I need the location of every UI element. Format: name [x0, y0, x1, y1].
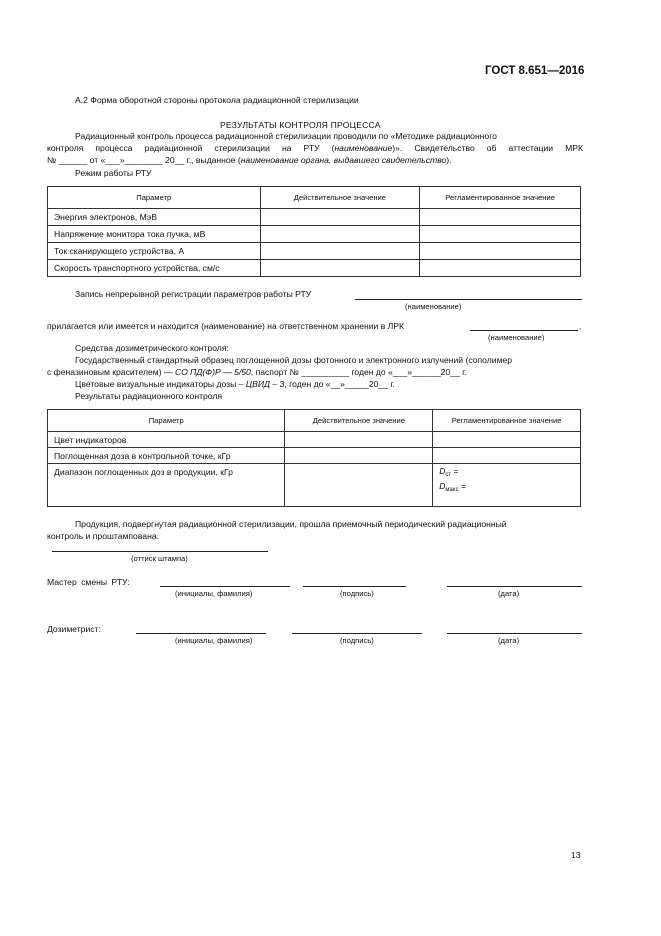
master-signature-caption: (подпись)	[340, 589, 374, 598]
dosimetrist-name-caption: (инициалы, фамилия)	[175, 636, 253, 645]
table-row	[48, 243, 581, 260]
master-name-line[interactable]	[160, 586, 290, 587]
standard-number: ГОСТ 8.651—2016	[485, 65, 585, 77]
table-row	[48, 260, 581, 277]
regulated-value-cell[interactable]	[433, 464, 581, 507]
column-header-actual-value: Действительное значение	[260, 187, 420, 209]
column-header-regulated-value: Регламентированное значение	[420, 187, 581, 209]
master-name-caption: (инициалы, фамилия)	[175, 589, 253, 598]
table-header-row	[48, 187, 581, 209]
parameter-cell: Ток сканирующего устройства, А	[48, 243, 261, 260]
storage-name-line[interactable]	[470, 330, 578, 331]
regulated-value-cell[interactable]	[420, 260, 581, 277]
regulated-value-cell[interactable]	[420, 226, 581, 243]
conclusion-line-1: Продукция, подвергнутая радиационной стерилизации, прошла приемочный периодический радиационный	[75, 519, 507, 529]
dosimetrist-date-caption: (дата)	[498, 636, 520, 645]
table-row	[48, 448, 581, 464]
radiation-control-table	[47, 409, 581, 507]
rtu-mode-table	[47, 186, 581, 277]
dose-st-label: $D_{ст}$ =	[439, 466, 459, 478]
intro-line-1: Радиационный контроль процесса радиационной стерилизации проводили по «Методике радиационного	[75, 131, 497, 141]
regulated-value-cell[interactable]	[420, 209, 581, 226]
storage-line-end: .	[579, 321, 582, 331]
dosimetry-line-1: Государственный стандартный образец поглощенной дозы фотонного и электронного излучений (сополимер	[75, 355, 513, 365]
dosimetrist-name-line[interactable]	[136, 633, 266, 634]
parameter-cell: Поглощенная доза в контрольной точке, кГр	[48, 448, 285, 464]
master-date-caption: (дата)	[498, 589, 520, 598]
stamp-line[interactable]	[52, 551, 268, 552]
dosimetry-title: Средства дозиметрического контроля:	[75, 343, 229, 353]
column-header-actual-value: Действительное значение	[285, 410, 433, 432]
actual-value-cell[interactable]	[260, 209, 420, 226]
record-storage-text: прилагается или имеется и находится (наименование) на ответственном хранении в ЛРК	[47, 321, 405, 331]
dosimetrist-date-line[interactable]	[447, 633, 582, 634]
intro-line-3: № ______ от «___»________ 20__ г., выданное (наименование органа, выдавшего свидетельство).	[47, 155, 452, 165]
table-row	[48, 432, 581, 448]
column-header-parameter: Параметр	[48, 187, 261, 209]
parameter-cell: Напряжение монитора тока пучка, мВ	[48, 226, 261, 243]
dosimetrist-signature-caption: (подпись)	[340, 636, 374, 645]
record-name-caption: (наименование)	[405, 302, 462, 311]
actual-value-cell[interactable]	[260, 226, 420, 243]
results-label: Результаты радиационного контроля	[75, 391, 223, 401]
column-header-regulated-value: Регламентированное значение	[433, 410, 581, 432]
regulated-value-cell[interactable]	[420, 243, 581, 260]
dosimetrist-label: Дозиметрист:	[47, 624, 101, 634]
parameter-cell: Цвет индикаторов	[48, 432, 285, 448]
table-row	[48, 209, 581, 226]
actual-value-cell[interactable]	[260, 243, 420, 260]
parameter-cell: Скорость транспортного устройства, см/с	[48, 260, 261, 277]
regulated-value-cell[interactable]	[433, 448, 581, 464]
parameter-cell: Энергия электронов, МэВ	[48, 209, 261, 226]
column-header-parameter: Параметр	[48, 410, 285, 432]
storage-name-caption: (наименование)	[488, 333, 545, 342]
actual-value-cell[interactable]	[285, 432, 433, 448]
section-title: РЕЗУЛЬТАТЫ КОНТРОЛЯ ПРОЦЕССА	[220, 120, 381, 130]
actual-value-cell[interactable]	[285, 448, 433, 464]
page-number: 13	[571, 850, 581, 860]
actual-value-cell[interactable]	[285, 464, 433, 507]
dosimetrist-signature-line[interactable]	[292, 633, 422, 634]
parameter-cell: Диапазон поглощенных доз в продукции, кГр	[48, 464, 285, 507]
master-signature-line[interactable]	[303, 586, 406, 587]
conclusion-line-2: контроль и проштампована.	[47, 531, 159, 541]
table-row	[48, 464, 581, 507]
dose-max-label: $D_{макс}$ =	[439, 481, 466, 493]
record-name-line[interactable]	[355, 299, 582, 300]
stamp-caption: (оттиск штампа)	[131, 554, 188, 563]
rtu-mode-label: Режим работы РТУ	[75, 168, 152, 178]
actual-value-cell[interactable]	[260, 260, 420, 277]
dosimetry-line-3: Цветовые визуальные индикаторы дозы – ЦВИД – 3, годен до «__»_____20__ г.	[75, 379, 395, 389]
regulated-value-cell[interactable]	[433, 432, 581, 448]
dosimetry-line-2: с феназиновым красителем) — СО ПД(Ф)Р — 5/50, паспорт № __________ годен до «___»______20__ г.	[47, 367, 467, 377]
appendix-title: А.2 Форма оборотной стороны протокола радиационной стерилизации	[75, 95, 359, 105]
table-row	[48, 226, 581, 243]
table-header-row	[48, 410, 581, 432]
master-label: Мастер смены РТУ:	[47, 577, 130, 587]
intro-line-2: контроля процесса радиационной стерилизации на РТУ (наименование)». Свидетельство об аттестации МРК	[47, 143, 583, 153]
record-text: Запись непрерывной регистрации параметров работы РТУ	[75, 289, 312, 299]
master-date-line[interactable]	[447, 586, 582, 587]
